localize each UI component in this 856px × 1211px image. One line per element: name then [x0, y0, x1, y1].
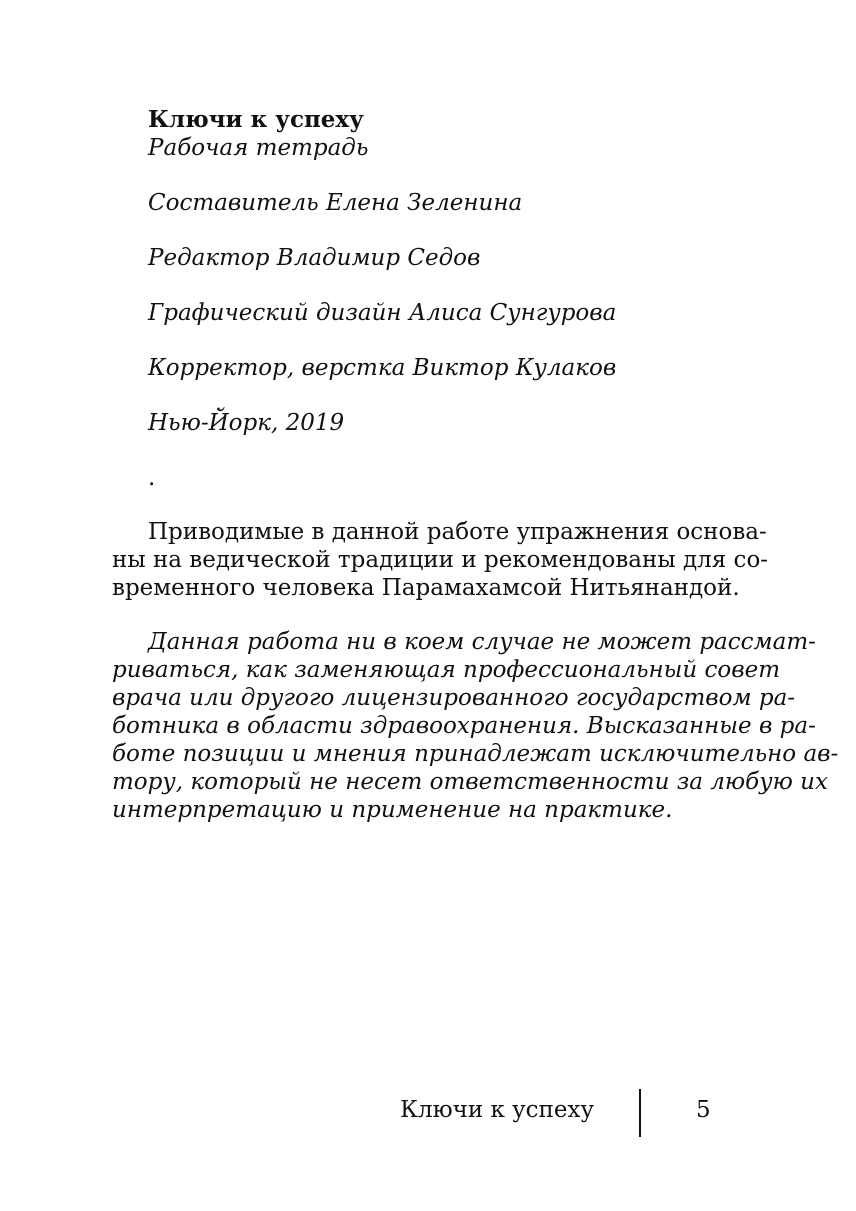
running-footer-title: Ключи к успеху	[400, 1097, 594, 1123]
paragraph-line: Данная работа ни в коем случае не может рассмат-	[148, 629, 816, 655]
footer-divider	[639, 1089, 641, 1137]
paragraph-line: риваться, как заменяющая профессиональный совет	[112, 657, 781, 683]
credit-designer: Графический дизайн Алиса Сунгурова	[148, 300, 617, 326]
paragraph-line: временного человека Парамахамсой Нитьянандой.	[112, 575, 740, 601]
separator-dot: .	[148, 465, 156, 491]
paragraph-line: боте позиции и мнения принадлежат исключительно ав-	[112, 741, 839, 767]
paragraph-line: Приводимые в данной работе упражнения основа-	[148, 519, 767, 545]
page-number: 5	[696, 1097, 711, 1123]
paragraph-line: ботника в области здравоохранения. Высказанные в ра-	[112, 713, 816, 739]
paragraph-line: ны на ведической традиции и рекомендованы для со-	[112, 547, 769, 573]
paragraph-exercises-note	[112, 518, 769, 602]
book-title: Ключи к успеху	[148, 106, 364, 133]
publication-place-year: Нью-Йорк, 2019	[148, 410, 345, 436]
credit-proofreader: Корректор, верстка Виктор Кулаков	[148, 355, 617, 381]
book-subtitle: Рабочая тетрадь	[148, 135, 369, 161]
paragraph-line: врача или другого лицензированного государством ра-	[112, 685, 796, 711]
paragraph-disclaimer	[112, 628, 839, 824]
paragraph-line: интерпретацию и применение на практике.	[112, 797, 673, 823]
credit-editor: Редактор Владимир Седов	[148, 245, 481, 271]
paragraph-line: тору, который не несет ответственности за любую их	[112, 769, 828, 795]
credit-compiler: Составитель Елена Зеленина	[148, 190, 523, 216]
